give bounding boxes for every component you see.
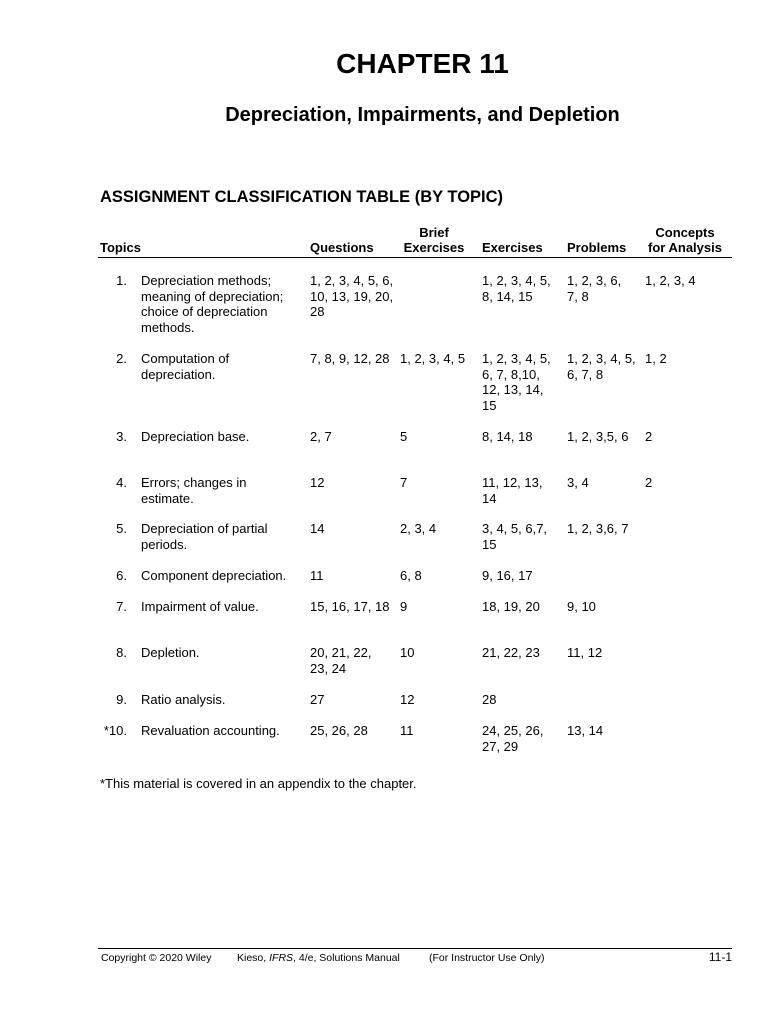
row-exercises: 11, 12, 13, 14 (482, 475, 543, 506)
appendix-footnote: *This material is covered in an appendix to the chapter. (100, 776, 417, 791)
row-topic: Computation of depreciation. (141, 351, 230, 382)
row-number: 4. (116, 475, 127, 490)
row-concepts: 1, 2 (645, 351, 667, 366)
row-brief-exercises: 6, 8 (400, 568, 422, 583)
row-problems: 1, 2, 3,6, 7 (567, 521, 629, 536)
row-number: 9. (116, 692, 127, 707)
footer-divider (98, 948, 732, 949)
row-exercises: 1, 2, 3, 4, 5, 6, 7, 8,10, 12, 13, 14, 15 (482, 351, 551, 413)
row-topic: Depreciation of partial periods. (141, 521, 268, 552)
row-exercises: 3, 4, 5, 6,7, 15 (482, 521, 548, 552)
row-exercises: 28 (482, 692, 497, 707)
row-exercises: 18, 19, 20 (482, 599, 540, 614)
row-questions: 20, 21, 22, 23, 24 (310, 645, 372, 676)
footer-copyright: Copyright © 2020 Wiley (101, 952, 212, 964)
row-questions: 2, 7 (310, 429, 332, 444)
row-topic: Revaluation accounting. (141, 723, 280, 738)
row-brief-exercises: 2, 3, 4 (400, 521, 437, 536)
row-problems: 9, 10 (567, 599, 596, 614)
page-number: 11-1 (708, 950, 732, 964)
row-questions: 14 (310, 521, 325, 536)
row-brief-exercises: 5 (400, 429, 408, 444)
row-topic: Errors; changes in estimate. (141, 475, 247, 506)
row-questions: 15, 16, 17, 18 (310, 599, 390, 614)
row-brief-exercises: 12 (400, 692, 415, 707)
row-exercises: 1, 2, 3, 4, 5, 8, 14, 15 (482, 273, 551, 304)
row-exercises: 9, 16, 17 (482, 568, 533, 583)
section-heading: ASSIGNMENT CLASSIFICATION TABLE (BY TOPIC) (100, 188, 504, 206)
row-questions: 27 (310, 692, 325, 707)
row-concepts: 1, 2, 3, 4 (645, 273, 696, 288)
row-questions: 12 (310, 475, 325, 490)
row-topic: Component depreciation. (141, 568, 287, 583)
row-questions: 7, 8, 9, 12, 28 (310, 351, 390, 366)
column-header-concepts-line2: for Analysis (648, 240, 722, 255)
row-problems: 11, 12 (567, 645, 603, 660)
row-exercises: 21, 22, 23 (482, 645, 540, 660)
row-problems: 13, 14 (567, 723, 604, 738)
row-topic: Depreciation methods; meaning of depreciation; choice of depreciation methods. (141, 273, 284, 335)
row-concepts: 2 (645, 475, 653, 490)
column-header-questions: Questions (310, 240, 374, 255)
row-questions: 11 (310, 568, 324, 583)
row-brief-exercises: 10 (400, 645, 415, 660)
row-brief-exercises: 1, 2, 3, 4, 5 (400, 351, 466, 366)
column-header-exercises: Exercises (482, 240, 543, 255)
column-header-brief-line1: Brief (419, 225, 449, 240)
footer-restriction: (For Instructor Use Only) (429, 952, 545, 964)
row-problems: 1, 2, 3,5, 6 (567, 429, 629, 444)
row-number: 3. (116, 429, 127, 444)
row-number: 8. (116, 645, 127, 660)
column-header-concepts-line1: Concepts (655, 225, 715, 240)
row-topic: Depletion. (141, 645, 200, 660)
row-exercises: 24, 25, 26, 27, 29 (482, 723, 544, 754)
row-problems: 1, 2, 3, 6, 7, 8 (567, 273, 622, 304)
row-problems: 1, 2, 3, 4, 5, 6, 7, 8 (567, 351, 636, 382)
row-number: 6. (116, 568, 127, 583)
row-questions: 25, 26, 28 (310, 723, 368, 738)
column-header-problems: Problems (567, 240, 627, 255)
chapter-subtitle: Depreciation, Impairments, and Depletion (225, 104, 620, 126)
header-divider (98, 257, 732, 258)
column-header-topics: Topics (100, 240, 141, 255)
row-brief-exercises: 9 (400, 599, 408, 614)
row-number: 7. (116, 599, 127, 614)
row-questions: 1, 2, 3, 4, 5, 6, 10, 13, 19, 20, 28 (310, 273, 394, 319)
row-topic: Impairment of value. (141, 599, 259, 614)
row-brief-exercises: 7 (400, 475, 408, 490)
footer-edition: , 4/e, Solutions Manual (293, 952, 400, 964)
row-topic: Depreciation base. (141, 429, 250, 444)
footer-book-citation (237, 952, 400, 964)
footer-book-title: IFRS (269, 952, 294, 964)
row-exercises: 8, 14, 18 (482, 429, 533, 444)
row-topic: Ratio analysis. (141, 692, 226, 707)
row-number: 2. (116, 351, 127, 366)
row-number: *10. (103, 723, 127, 738)
row-concepts: 2 (645, 429, 653, 444)
row-number: 1. (116, 273, 127, 288)
row-problems: 3, 4 (567, 475, 589, 490)
footer-author: Kieso, (237, 952, 270, 964)
column-header-brief-line2: Exercises (403, 240, 465, 255)
row-brief-exercises: 11 (400, 723, 414, 738)
row-number: 5. (116, 521, 127, 536)
chapter-title: CHAPTER 11 (336, 48, 509, 79)
